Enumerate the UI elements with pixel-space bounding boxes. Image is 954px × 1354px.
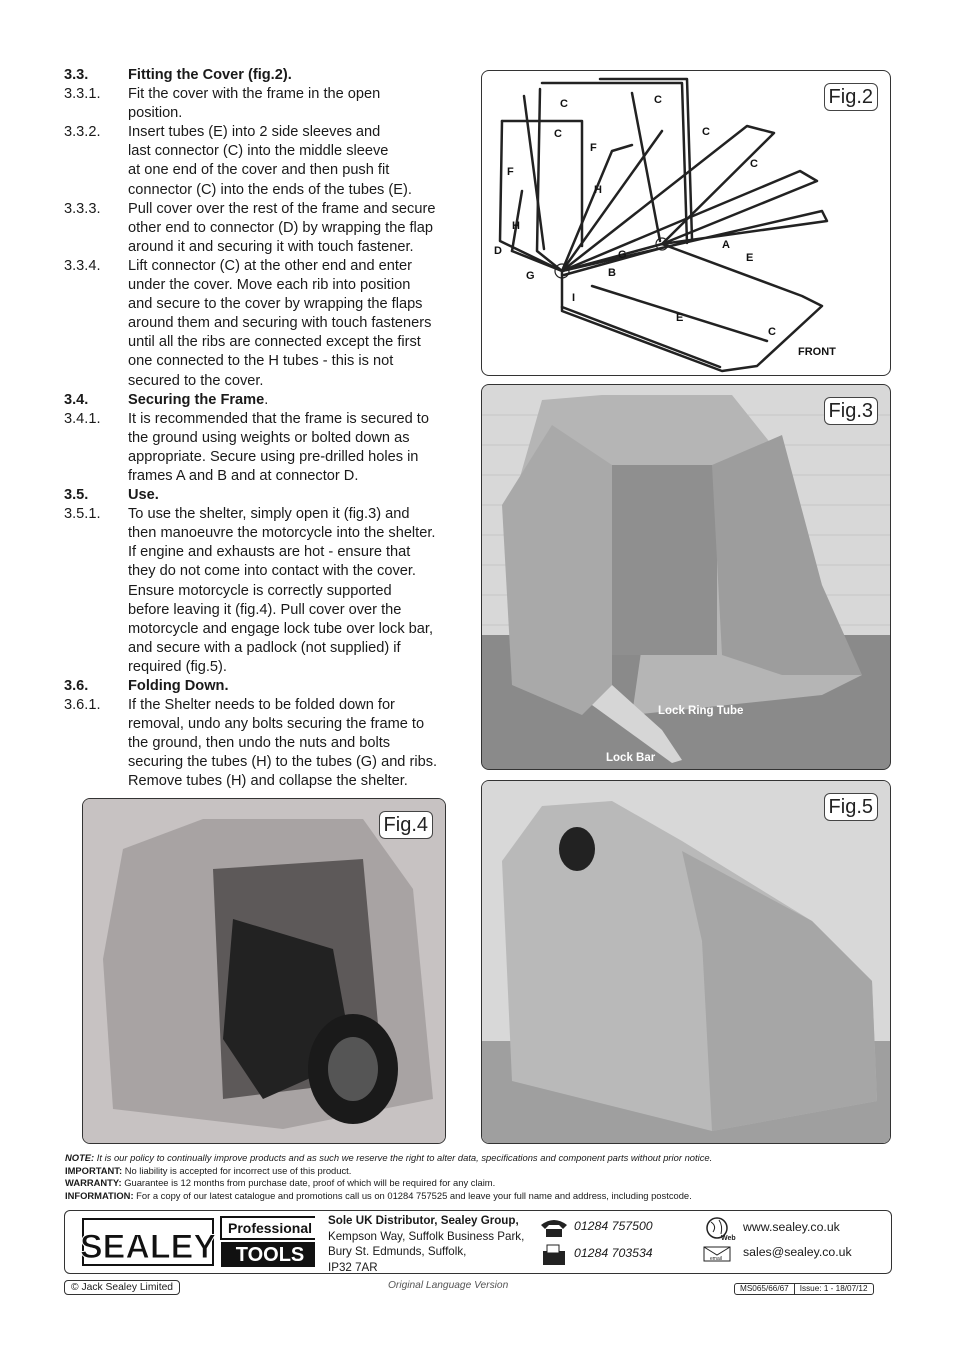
copyright: © Jack Sealey Limited <box>64 1280 180 1295</box>
text-line: other end to connector (D) by wrapping the flap <box>128 219 434 236</box>
email-icon <box>703 1246 733 1264</box>
text-line: frames A and B and at connector D. <box>128 467 359 484</box>
diagram-part-label: E <box>746 252 754 264</box>
diagram-part-label: C <box>560 98 568 110</box>
diagram-part-label: C <box>768 326 776 338</box>
text-line: Lift connector (C) at the other end and enter <box>128 257 412 274</box>
issue-number: Issue: 1 - 18/07/12 <box>794 1284 873 1294</box>
heading-text: Folding Down. <box>128 678 229 694</box>
email-icon-label: email <box>710 1256 722 1262</box>
text-line: the ground, then undo the nuts and bolts <box>128 735 391 752</box>
fax-number: 01284 703534 <box>574 1246 653 1260</box>
instruction-step <box>64 85 474 123</box>
step-number: 3.5.1. <box>64 506 101 523</box>
note-text: For a copy of our latest catalogue and promotions call us on 01284 757525 and leave your full name and address, including postcode. <box>133 1189 692 1201</box>
text-line: around it and securing it with touch fastener. <box>128 238 414 255</box>
figure-5-closed-shelter-photo <box>481 780 891 1144</box>
step-number: 3.3. <box>64 67 89 83</box>
model-number: MS065/66/67 <box>740 1284 789 1293</box>
step-text <box>128 257 474 391</box>
text-line: If engine and exhausts are hot - ensure that <box>128 544 411 561</box>
fax-icon <box>539 1243 569 1267</box>
note-label: IMPORTANT: <box>65 1164 123 1176</box>
text-line: until all the ribs are connected except the first <box>128 334 421 351</box>
front-label: FRONT <box>798 346 836 358</box>
step-text <box>128 505 474 677</box>
diagram-part-label: B <box>608 267 616 279</box>
step-number: 3.6. <box>64 678 89 694</box>
heading-text: Securing the Frame <box>128 391 265 408</box>
section-heading <box>64 677 474 696</box>
instruction-step <box>64 410 474 486</box>
step-number: 3.3.3. <box>64 200 101 217</box>
note-line <box>65 1177 895 1190</box>
closed-shelter-image <box>482 781 890 1143</box>
text-line: under the cover. Move each rib into position <box>128 277 411 294</box>
section-heading <box>64 391 474 410</box>
step-number: 3.4. <box>64 391 89 408</box>
figure-5-label: Fig.5 <box>824 793 878 821</box>
note-text: Guarantee is 12 months from purchase date, proof of which will be required for any claim. <box>121 1177 496 1188</box>
text-line: Ensure motorcycle is correctly supported <box>128 582 392 599</box>
address-line-1: Kempson Way, Suffolk Business Park, <box>328 1229 525 1243</box>
diagram-part-label: A <box>722 239 730 251</box>
web-icon-label: Web <box>721 1235 736 1242</box>
note-line <box>65 1190 895 1203</box>
step-text <box>128 410 474 486</box>
step-text <box>128 123 474 199</box>
text-line: last connector (C) into the middle sleeve <box>128 143 389 160</box>
phone-number: 01284 757500 <box>574 1219 653 1233</box>
diagram-part-label: C <box>702 126 710 138</box>
distributor-address <box>328 1213 524 1275</box>
step-number: 3.4.1. <box>64 410 101 427</box>
motorcycle-shelter-image <box>83 799 445 1143</box>
step-number: 3.3.1. <box>64 86 101 103</box>
footer-contact-box <box>64 1210 892 1274</box>
model-issue-box <box>734 1283 874 1295</box>
text-line: the ground using weights or bolted down as <box>128 429 410 446</box>
heading-text: Fitting the Cover (fig.2). <box>128 67 292 83</box>
figure-2-label: Fig.2 <box>824 83 878 111</box>
tools-wordmark: TOOLS <box>235 1244 305 1266</box>
text-line: appropriate. Secure using pre-drilled holes in <box>128 448 419 465</box>
professional-wordmark: Professional <box>227 1220 313 1236</box>
text-line: one connected to the H tubes - this is not <box>128 353 394 370</box>
figure-3-label: Fig.3 <box>824 397 878 425</box>
website-link[interactable]: www.sealey.co.uk <box>743 1220 840 1234</box>
text-line: then manoeuvre the motorcycle into the shelter. <box>128 525 436 542</box>
notes-block <box>65 1152 895 1202</box>
frame-diagram <box>482 71 890 375</box>
email-link[interactable]: sales@sealey.co.uk <box>743 1245 852 1259</box>
text-line: removal, undo any bolts securing the frame to <box>128 716 425 733</box>
text-line: connector (C) into the ends of the tubes (E). <box>128 181 412 198</box>
text-line: Pull cover over the rest of the frame and secure <box>128 200 436 217</box>
section-heading <box>64 486 474 505</box>
note-line <box>65 1165 895 1178</box>
step-text <box>128 391 474 410</box>
instruction-step <box>64 257 474 391</box>
heading-text: Use. <box>128 487 159 504</box>
text-line: secured to the cover. <box>128 372 264 389</box>
note-text: It is our policy to continually improve products and as such we reserve the right to alter data, specifications and component parts without prior notice. <box>94 1152 713 1163</box>
figure-2-frame-diagram <box>481 70 891 376</box>
step-number: 3.5. <box>64 487 89 504</box>
distributor-name: Sole UK Distributor, Sealey Group, <box>328 1214 519 1227</box>
diagram-part-label: H <box>512 220 520 232</box>
text-line: position. <box>128 105 183 122</box>
address-line-2: Bury St. Edmunds, Suffolk, <box>328 1245 467 1258</box>
text-line: before leaving it (fig.4). Pull cover over the <box>128 601 402 618</box>
figure-4-motorcycle-photo <box>82 798 446 1144</box>
diagram-part-label: F <box>590 142 597 154</box>
lock-ring-tube-callout: Lock Ring Tube <box>658 705 744 717</box>
step-number: 3.3.2. <box>64 124 101 141</box>
language-note: Original Language Version <box>388 1280 509 1291</box>
diagram-part-label: D <box>494 245 502 257</box>
diagram-part-label: F <box>507 166 514 178</box>
heading-suffix: . <box>264 391 269 408</box>
lock-bar-callout: Lock Bar <box>606 752 656 764</box>
step-number: 3.3.4. <box>64 257 101 274</box>
diagram-part-label: C <box>554 128 562 140</box>
text-line: securing the tubes (H) to the tubes (G) and ribs. <box>128 754 438 771</box>
telephone-icon <box>539 1217 569 1239</box>
text-line: To use the shelter, simply open it (fig.3) and <box>128 506 410 523</box>
figure-4-label: Fig.4 <box>379 811 433 839</box>
text-line: required (fig.5). <box>128 658 227 675</box>
step-number: 3.6.1. <box>64 697 101 714</box>
diagram-part-label: E <box>676 312 684 324</box>
note-label: WARRANTY: <box>65 1177 122 1188</box>
address-line-3: IP32 7AR <box>328 1260 378 1274</box>
step-text <box>128 677 474 696</box>
instruction-step <box>64 696 474 791</box>
text-line: Remove tubes (H) and collapse the shelter. <box>128 773 408 790</box>
text-line: at one end of the cover and then push fit <box>128 162 390 179</box>
text-line: motorcycle and engage lock tube over lock bar, <box>128 620 434 637</box>
text-line: Fit the cover with the frame in the open <box>128 86 381 103</box>
step-text <box>128 200 474 257</box>
text-line: they do not come into contact with the cover. <box>128 563 416 580</box>
sealey-logo <box>65 1211 315 1273</box>
instruction-step <box>64 200 474 257</box>
step-text <box>128 66 474 85</box>
diagram-part-label: H <box>594 184 602 196</box>
step-text <box>128 486 474 505</box>
step-text <box>128 85 474 123</box>
note-label: INFORMATION: <box>65 1189 134 1201</box>
instructions-column <box>64 66 474 792</box>
diagram-part-label: C <box>654 94 662 106</box>
note-text: No liability is accepted for incorrect use of this product. <box>122 1164 352 1176</box>
globe-icon <box>705 1216 739 1242</box>
text-line: It is recommended that the frame is secured to <box>128 410 429 427</box>
section-heading <box>64 66 474 85</box>
instruction-step <box>64 505 474 677</box>
text-line: If the Shelter needs to be folded down for <box>128 697 395 714</box>
diagram-part-label: C <box>750 158 758 170</box>
diagram-part-label: G <box>618 249 627 261</box>
text-line: around them and securing with touch fasteners <box>128 315 432 332</box>
figure-3-open-shelter-photo <box>481 384 891 770</box>
step-text <box>128 696 474 791</box>
logo-wordmark: SEALEY <box>79 1228 217 1266</box>
diagram-part-label: I <box>572 292 576 304</box>
text-line: and secure with a padlock (not supplied) if <box>128 639 401 656</box>
text-line: Insert tubes (E) into 2 side sleeves and <box>128 124 381 141</box>
instruction-step <box>64 123 474 199</box>
note-label: NOTE: <box>65 1152 95 1163</box>
diagram-part-label: G <box>526 270 535 282</box>
note-line <box>65 1152 895 1165</box>
text-line: and secure to the cover by wrapping the flaps <box>128 296 423 313</box>
